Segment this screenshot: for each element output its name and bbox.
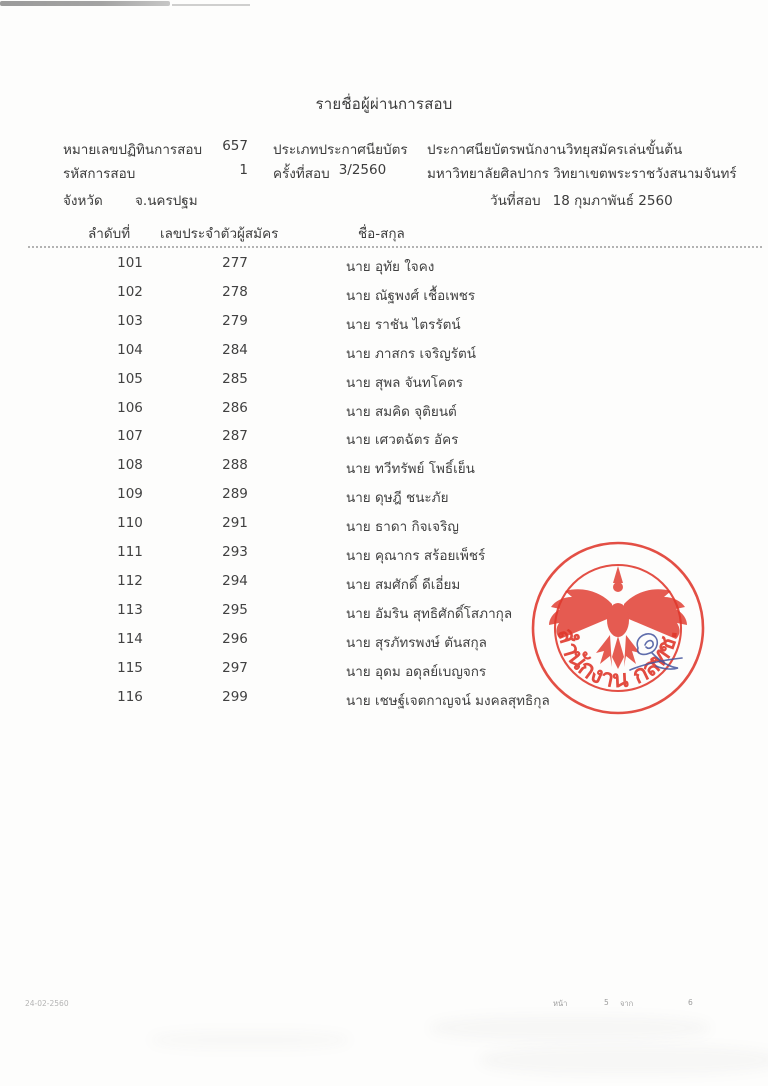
applicant-id: 299 <box>222 688 248 705</box>
row-number: 115 <box>117 659 143 676</box>
exam-venue: มหาวิทยาลัยศิลปากร วิทยาเขตพระราชวังสนามจันทร์ <box>427 166 737 182</box>
row-number: 102 <box>117 283 143 300</box>
applicant-name: นาย เชษฐ์เจตกาญจน์ มงคลสุทธิกุล <box>346 692 550 709</box>
applicant-id: 286 <box>222 399 248 416</box>
exam-date-value: 18 กุมภาพันธ์ 2560 <box>552 193 673 209</box>
footer-of-label: จาก <box>620 999 634 1008</box>
applicant-id: 294 <box>222 572 248 589</box>
applicant-id: 285 <box>222 370 248 387</box>
signature-mark <box>612 626 696 694</box>
row-number: 114 <box>117 630 143 647</box>
row-number: 109 <box>117 486 143 503</box>
applicant-name: นาย อัมริน สุทธิศักดิ์โสภากุล <box>346 605 513 622</box>
applicant-id: 291 <box>222 515 248 532</box>
row-number: 110 <box>117 515 143 532</box>
row-number: 113 <box>117 601 143 618</box>
page-title: รายชื่อผู้ผ่านการสอบ <box>315 95 453 113</box>
applicant-name: นาย ธาดา กิจเจริญ <box>346 519 459 536</box>
table-row <box>0 284 768 308</box>
applicant-name: นาย ดุษฎี ชนะภัย <box>346 490 449 507</box>
exam-round-value: 3/2560 <box>338 162 387 178</box>
exam-date-label: วันที่สอบ <box>490 193 541 209</box>
footer-print-date: 24-02-2560 <box>25 999 69 1008</box>
table-row <box>0 255 768 279</box>
column-header-applicant-id: เลขประจำตัวผู้สมัคร <box>160 226 279 242</box>
province-label: จังหวัด <box>63 193 103 209</box>
stamp-agency-text: สำนักงาน กสทช. <box>551 624 684 694</box>
scan-artifact-smudge <box>0 1 170 6</box>
applicant-id: 288 <box>222 457 248 474</box>
row-number: 116 <box>117 688 143 705</box>
scan-bleedthrough <box>430 1015 710 1041</box>
exam-calendar-number-value: 657 <box>222 138 248 154</box>
certificate-type-label: ประเภทประกาศนียบัตร <box>273 142 408 158</box>
row-number: 105 <box>117 370 143 387</box>
row-number: 101 <box>117 255 143 271</box>
applicant-id: 284 <box>222 341 248 358</box>
applicant-name: นาย เศวตฉัตร อัคร <box>346 432 459 449</box>
applicant-name: นาย ณัฐพงศ์ เชื้อเพชร <box>346 287 476 304</box>
applicant-name: นาย ทวีทรัพย์ โพธิ์เย็น <box>346 461 475 478</box>
footer-total-pages: 6 <box>688 998 693 1007</box>
row-number: 103 <box>117 312 143 329</box>
applicant-name: นาย ภาสกร เจริญรัตน์ <box>346 345 476 362</box>
applicant-id: 287 <box>222 428 248 445</box>
table-row <box>0 428 768 452</box>
applicant-id: 277 <box>222 255 248 271</box>
table-row <box>0 457 768 481</box>
applicant-name: นาย คุณากร สร้อยเพ็ชร์ <box>346 548 486 564</box>
applicant-name: นาย สุรภัทรพงษ์ ตันสกุล <box>346 634 487 651</box>
applicant-name: นาย สุพล จันทโคตร <box>346 374 464 391</box>
footer-page-number: 5 <box>604 998 609 1007</box>
row-number: 108 <box>117 457 143 474</box>
exam-round-label: ครั้งที่สอบ <box>273 166 330 182</box>
footer-page-label: หน้า <box>553 999 568 1008</box>
scan-bleedthrough <box>150 1030 350 1050</box>
table-row <box>0 371 768 395</box>
applicant-id: 279 <box>222 312 248 329</box>
applicant-id: 278 <box>222 283 248 300</box>
applicant-id: 297 <box>222 659 248 676</box>
table-row <box>0 313 768 337</box>
applicant-name: นาย สมศักดิ์ ดีเอี่ยม <box>346 576 461 593</box>
row-number: 111 <box>117 544 143 560</box>
table-row <box>0 486 768 510</box>
exam-code-label: รหัสการสอบ <box>63 166 136 182</box>
table-header-divider <box>28 246 762 248</box>
row-number: 112 <box>117 572 143 589</box>
table-row <box>0 342 768 366</box>
province-value: จ.นครปฐม <box>135 193 198 209</box>
applicant-id: 293 <box>222 544 248 560</box>
exam-code-value: 1 <box>239 162 248 178</box>
applicant-name: นาย สมคิด จุติยนต์ <box>346 403 457 420</box>
table-row <box>0 400 768 424</box>
applicant-id: 295 <box>222 601 248 618</box>
applicant-name: นาย อุทัย ใจคง <box>346 259 435 275</box>
exam-calendar-number-label: หมายเลขปฏิทินการสอบ <box>63 142 203 158</box>
applicant-id: 289 <box>222 486 248 503</box>
scan-bleedthrough <box>480 1045 768 1075</box>
scan-artifact-smudge <box>172 4 250 6</box>
column-header-name: ชื่อ-สกุล <box>358 226 405 242</box>
applicant-name: นาย อุดม อดุลย์เบญจกร <box>346 663 487 680</box>
row-number: 104 <box>117 341 143 358</box>
row-number: 107 <box>117 428 143 445</box>
applicant-id: 296 <box>222 630 248 647</box>
applicant-name: นาย ราชัน ไตรรัตน์ <box>346 316 461 333</box>
row-number: 106 <box>117 399 143 416</box>
column-header-order: ลำดับที่ <box>88 226 131 242</box>
certificate-type-value: ประกาศนียบัตรพนักงานวิทยุสมัครเล่นขั้นต้น <box>427 142 683 158</box>
